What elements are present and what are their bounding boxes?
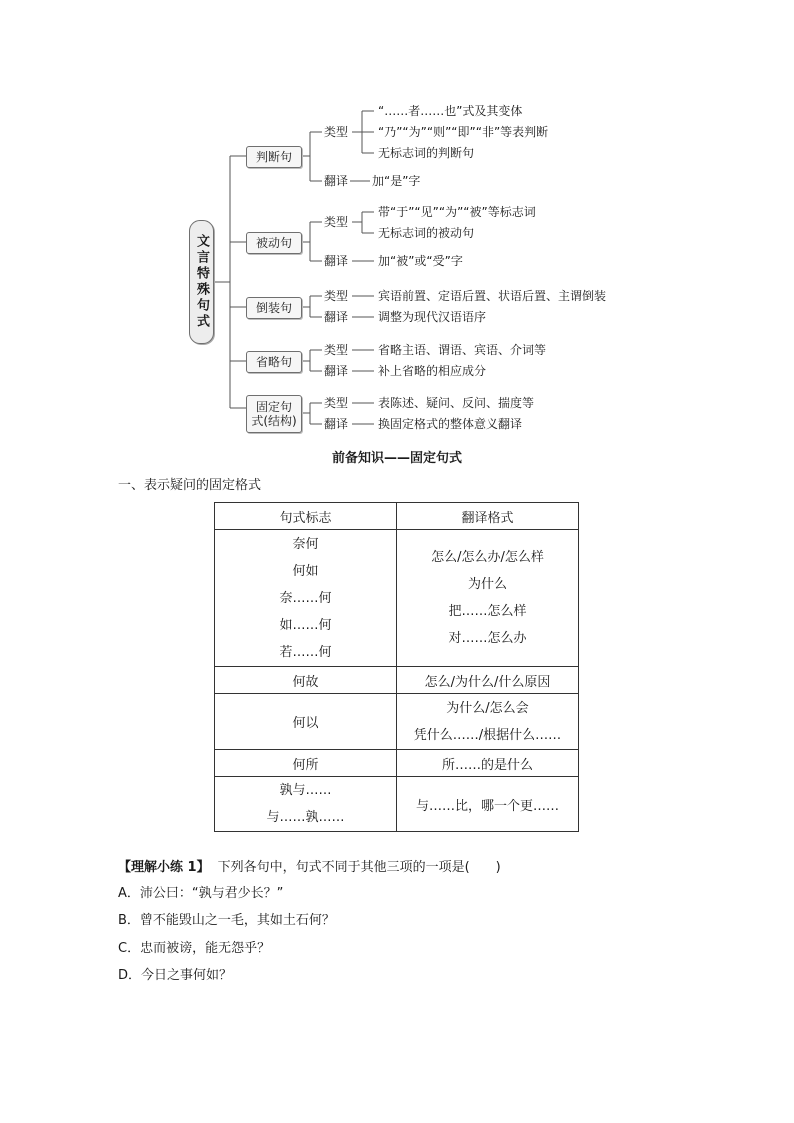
exercise-option-b: B．曾不能毁山之一毛，其如土石何？	[118, 913, 335, 928]
table-row	[215, 694, 579, 750]
group-inverted-trans: 调整为现代汉语语序	[378, 310, 487, 324]
table-cell-patterns: 何以	[215, 694, 397, 750]
group-fixed-label-line1: 固定句	[255, 400, 292, 414]
pattern-item: 奈……何	[279, 590, 332, 606]
group-judgment-trans: 加“是”字	[372, 174, 421, 188]
group-judgment-label: 判断句	[255, 150, 292, 164]
section-title: 前备知识——固定句式	[331, 451, 462, 466]
group-passive-trans-label: 翻译	[324, 254, 349, 268]
table-cell-translations	[397, 530, 579, 667]
exercise-option-c: C．忠而被谤，能无怨乎？	[118, 941, 271, 956]
table-cell-translations: 怎么/为什么/什么原因	[397, 667, 579, 694]
translation-item: 为什么/怎么会	[446, 700, 529, 716]
table-header-row	[215, 503, 579, 530]
subsection-title: 一、表示疑问的固定格式	[118, 478, 262, 493]
group-judgment-type-3: 无标志词的判断句	[378, 146, 475, 160]
table-row	[215, 777, 579, 832]
pattern-item: 与……孰……	[266, 810, 345, 825]
table-cell-patterns	[215, 530, 397, 667]
table-cell-patterns: 何所	[215, 750, 397, 777]
group-ellipsis-box	[246, 351, 302, 373]
pattern-item: 如……何	[279, 617, 332, 633]
group-fixed-trans: 换固定格式的整体意义翻译	[378, 417, 523, 431]
exercise-option-a: A．沛公曰：“孰与君少长？”	[118, 886, 284, 901]
pattern-item: 何如	[292, 563, 319, 579]
group-inverted-type-1: 宾语前置、定语后置、状语后置、主谓倒装	[378, 289, 607, 303]
table-cell-translations: 所……的是什么	[397, 750, 579, 777]
group-ellipsis-type-1: 省略主语、谓语、宾语、介词等	[378, 343, 547, 357]
exercise-question: 下列各句中，句式不同于其他三项的一项是( )	[217, 860, 501, 875]
group-inverted-label: 倒装句	[255, 301, 292, 315]
translation-item: 对……怎么办	[448, 631, 527, 646]
table-header-cell: 句式标志	[215, 503, 397, 530]
mindmap-root-label: 文言特殊句式	[194, 234, 209, 330]
group-ellipsis-label: 省略句	[255, 355, 292, 369]
group-passive-box	[246, 232, 302, 254]
group-judgment-type-1: “……者……也”式及其变体	[378, 104, 523, 118]
group-inverted-type-label: 类型	[324, 289, 349, 303]
group-fixed-box	[246, 395, 302, 433]
table-cell-patterns	[215, 777, 397, 832]
pattern-item: 奈何	[292, 536, 319, 552]
fixed-pattern-table	[214, 502, 579, 832]
exercise-question-line	[118, 860, 501, 876]
table-cell-patterns: 何故	[215, 667, 397, 694]
group-passive-trans: 加“被”或“受”字	[378, 254, 463, 268]
table-cell-translations: 与……比，哪一个更……	[397, 777, 579, 832]
exercise-tag: 【理解小练 1】	[118, 860, 210, 875]
translation-item: 把……怎么样	[448, 604, 527, 619]
group-passive-type-label: 类型	[324, 215, 349, 229]
group-fixed-type-1: 表陈述、疑问、反问、揣度等	[378, 396, 535, 410]
group-fixed-label-line2: 式(结构)	[251, 414, 297, 428]
group-judgment-type-label: 类型	[324, 125, 349, 139]
group-passive-label: 被动句	[255, 236, 292, 250]
table-header-cell: 翻译格式	[397, 503, 579, 530]
group-judgment-trans-label: 翻译	[324, 174, 349, 188]
group-inverted-box	[246, 297, 302, 319]
table-row	[215, 667, 579, 694]
group-fixed-trans-label: 翻译	[324, 417, 349, 431]
group-inverted-trans-label: 翻译	[324, 310, 349, 324]
table-cell-translations	[397, 694, 579, 750]
group-ellipsis-trans-label: 翻译	[324, 364, 349, 378]
group-judgment-type-2: “乃”“为”“则”“即”“非”等表判断	[378, 125, 549, 139]
translation-item: 为什么	[467, 577, 507, 592]
translation-item: 怎么/怎么办/怎么样	[431, 550, 544, 565]
group-fixed-type-label: 类型	[324, 396, 349, 410]
table-row	[215, 530, 579, 667]
exercise-option-d: D．今日之事何如？	[118, 968, 233, 983]
group-judgment-box	[246, 146, 302, 168]
group-passive-type-2: 无标志词的被动句	[378, 226, 475, 240]
group-passive-type-1: 带“于”“见”“为”“被”等标志词	[378, 205, 536, 219]
translation-item: 凭什么……/根据什么……	[413, 727, 562, 743]
group-ellipsis-trans: 补上省略的相应成分	[378, 364, 487, 378]
pattern-item: 若……何	[279, 644, 332, 660]
mindmap-root	[189, 220, 214, 344]
group-ellipsis-type-label: 类型	[324, 343, 349, 357]
table-row	[215, 750, 579, 777]
pattern-item: 孰与……	[279, 783, 332, 798]
